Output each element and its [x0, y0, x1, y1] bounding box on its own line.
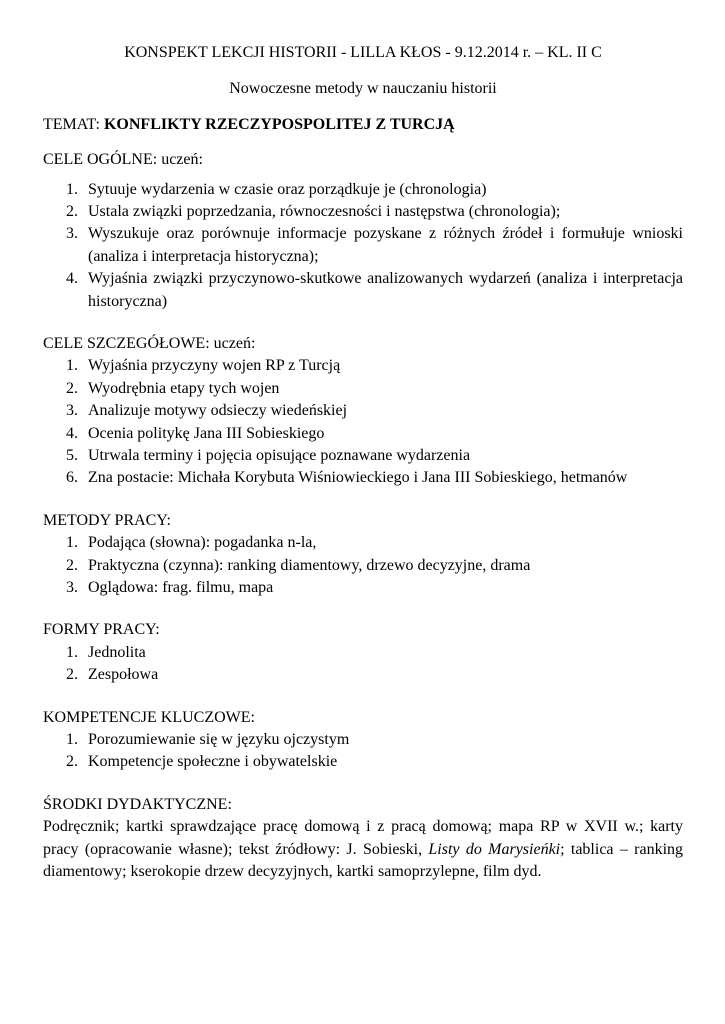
list-item-number: 2.	[66, 379, 78, 397]
list-item-number: 2.	[66, 202, 78, 220]
teaching-aids-text-before: Podręcznik; kartki sprawdzające pracę domową i z pracą domową; mapa RP w XVII w.; karty pracy (opracowanie własne); tekst źródłowy: J. Sobieski,	[43, 818, 683, 858]
list-item-number: 2.	[66, 556, 78, 574]
section-work-forms	[43, 619, 683, 686]
general-goals-list	[43, 179, 683, 313]
list-item-text: Wyszukuje oraz porównuje informacje pozyskane z różnych źródeł i formułuje wnioski (analiza i interpretacja historyczna);	[88, 225, 683, 265]
list-item	[43, 532, 683, 554]
section-heading: ŚRODKI DYDAKTYCZNE:	[43, 795, 232, 813]
section-key-competences	[43, 707, 683, 774]
document-subtitle: Nowoczesne metody w nauczaniu historii	[229, 80, 497, 98]
list-item-number: 3.	[66, 225, 78, 243]
topic-title: KONFLIKTY RZECZYPOSPOLITEJ Z TURCJĄ	[103, 115, 455, 133]
list-item	[43, 355, 683, 377]
list-item-text: Podająca (słowna): pogadanka n-la,	[88, 534, 317, 552]
list-item-number: 3.	[66, 579, 78, 597]
list-item	[43, 751, 683, 773]
list-item	[43, 642, 683, 664]
list-item-text: Oglądowa: frag. filmu, mapa	[88, 579, 274, 597]
section-heading: KOMPETENCJE KLUCZOWE:	[43, 708, 255, 726]
section-general-goals	[43, 149, 683, 313]
list-item-number: 2.	[66, 666, 78, 684]
list-item-number: 1.	[66, 534, 78, 552]
list-item-text: Analizuje motywy odsieczy wiedeńskiej	[88, 402, 348, 420]
list-item-text: Wyodrębnia etapy tych wojen	[88, 379, 280, 397]
section-heading: FORMY PRACY:	[43, 621, 160, 639]
list-item-number: 1.	[66, 357, 78, 375]
list-item	[43, 201, 683, 223]
list-item-number: 1.	[66, 643, 78, 661]
list-item	[43, 555, 683, 577]
key-competences-list	[43, 729, 683, 774]
section-teaching-aids	[43, 794, 683, 884]
section-heading: CELE SZCZEGÓŁOWE: uczeń:	[43, 335, 256, 352]
list-item-number: 2.	[66, 753, 78, 771]
list-item-text: Zespołowa	[88, 666, 159, 684]
work-forms-list	[43, 642, 683, 687]
list-item-number: 3.	[66, 402, 78, 420]
section-specific-goals	[43, 333, 683, 490]
list-item-number: 5.	[66, 447, 78, 465]
list-item	[43, 179, 683, 201]
specific-goals-list	[43, 355, 683, 489]
list-item-number: 4.	[66, 270, 78, 288]
list-item	[43, 223, 683, 268]
list-item-text: Praktyczna (czynna): ranking diamentowy, drzewo decyzyjne, drama	[88, 556, 531, 574]
list-item-text: Ustala związki poprzedzania, równoczesności i następstwa (chronologia);	[88, 202, 561, 220]
section-work-methods	[43, 510, 683, 600]
list-item-text: Wyjaśnia związki przyczynowo-skutkowe analizowanych wydarzeń (analiza i interpretacja historyczna)	[88, 270, 683, 310]
list-item	[43, 423, 683, 445]
teaching-aids-paragraph	[43, 816, 683, 883]
work-methods-list	[43, 532, 683, 599]
list-item-text: Porozumiewanie się w języku ojczystym	[88, 731, 350, 749]
list-item-text: Jednolita	[88, 643, 146, 661]
list-item-text: Wyjaśnia przyczyny wojen RP z Turcją	[88, 357, 341, 375]
topic-label: TEMAT:	[43, 115, 100, 133]
list-item-text: Ocenia politykę Jana III Sobieskiego	[88, 424, 325, 442]
list-item-number: 4.	[66, 424, 78, 442]
section-heading: CELE OGÓLNE: uczeń:	[43, 151, 203, 169]
list-item-text: Sytuuje wydarzenia w czasie oraz porządkuje je (chronologia)	[88, 180, 487, 198]
teaching-aids-text-after: ; tablica – ranking diamentowy; kserokopie drzew decyzyjnych, kartki samoprzylepne, film dyd.	[43, 840, 684, 881]
list-item-number: 6.	[66, 469, 78, 487]
list-item	[43, 664, 683, 686]
section-heading: METODY PRACY:	[43, 511, 171, 529]
list-item	[43, 577, 683, 599]
list-item-text: Kompetencje społeczne i obywatelskie	[88, 753, 338, 771]
list-item-text: Zna postacie: Michała Korybuta Wiśniowieckiego i Jana III Sobieskiego, hetmanów	[88, 469, 628, 487]
list-item	[43, 729, 683, 751]
list-item-number: 1.	[66, 180, 78, 198]
teaching-aids-source-title: Listy do Marysieńki	[428, 840, 561, 858]
topic-line	[43, 114, 683, 136]
list-item	[43, 467, 683, 489]
list-item	[43, 268, 683, 313]
document-title: KONSPEKT LEKCJI HISTORII - LILLA KŁOS - 9.12.2014 r. – KL. II C	[124, 44, 602, 61]
list-item-text: Utrwala terminy i pojęcia opisujące poznawane wydarzenia	[88, 447, 471, 465]
list-item	[43, 400, 683, 422]
document-page	[43, 42, 683, 883]
list-item	[43, 378, 683, 400]
list-item-number: 1.	[66, 731, 78, 749]
list-item	[43, 445, 683, 467]
